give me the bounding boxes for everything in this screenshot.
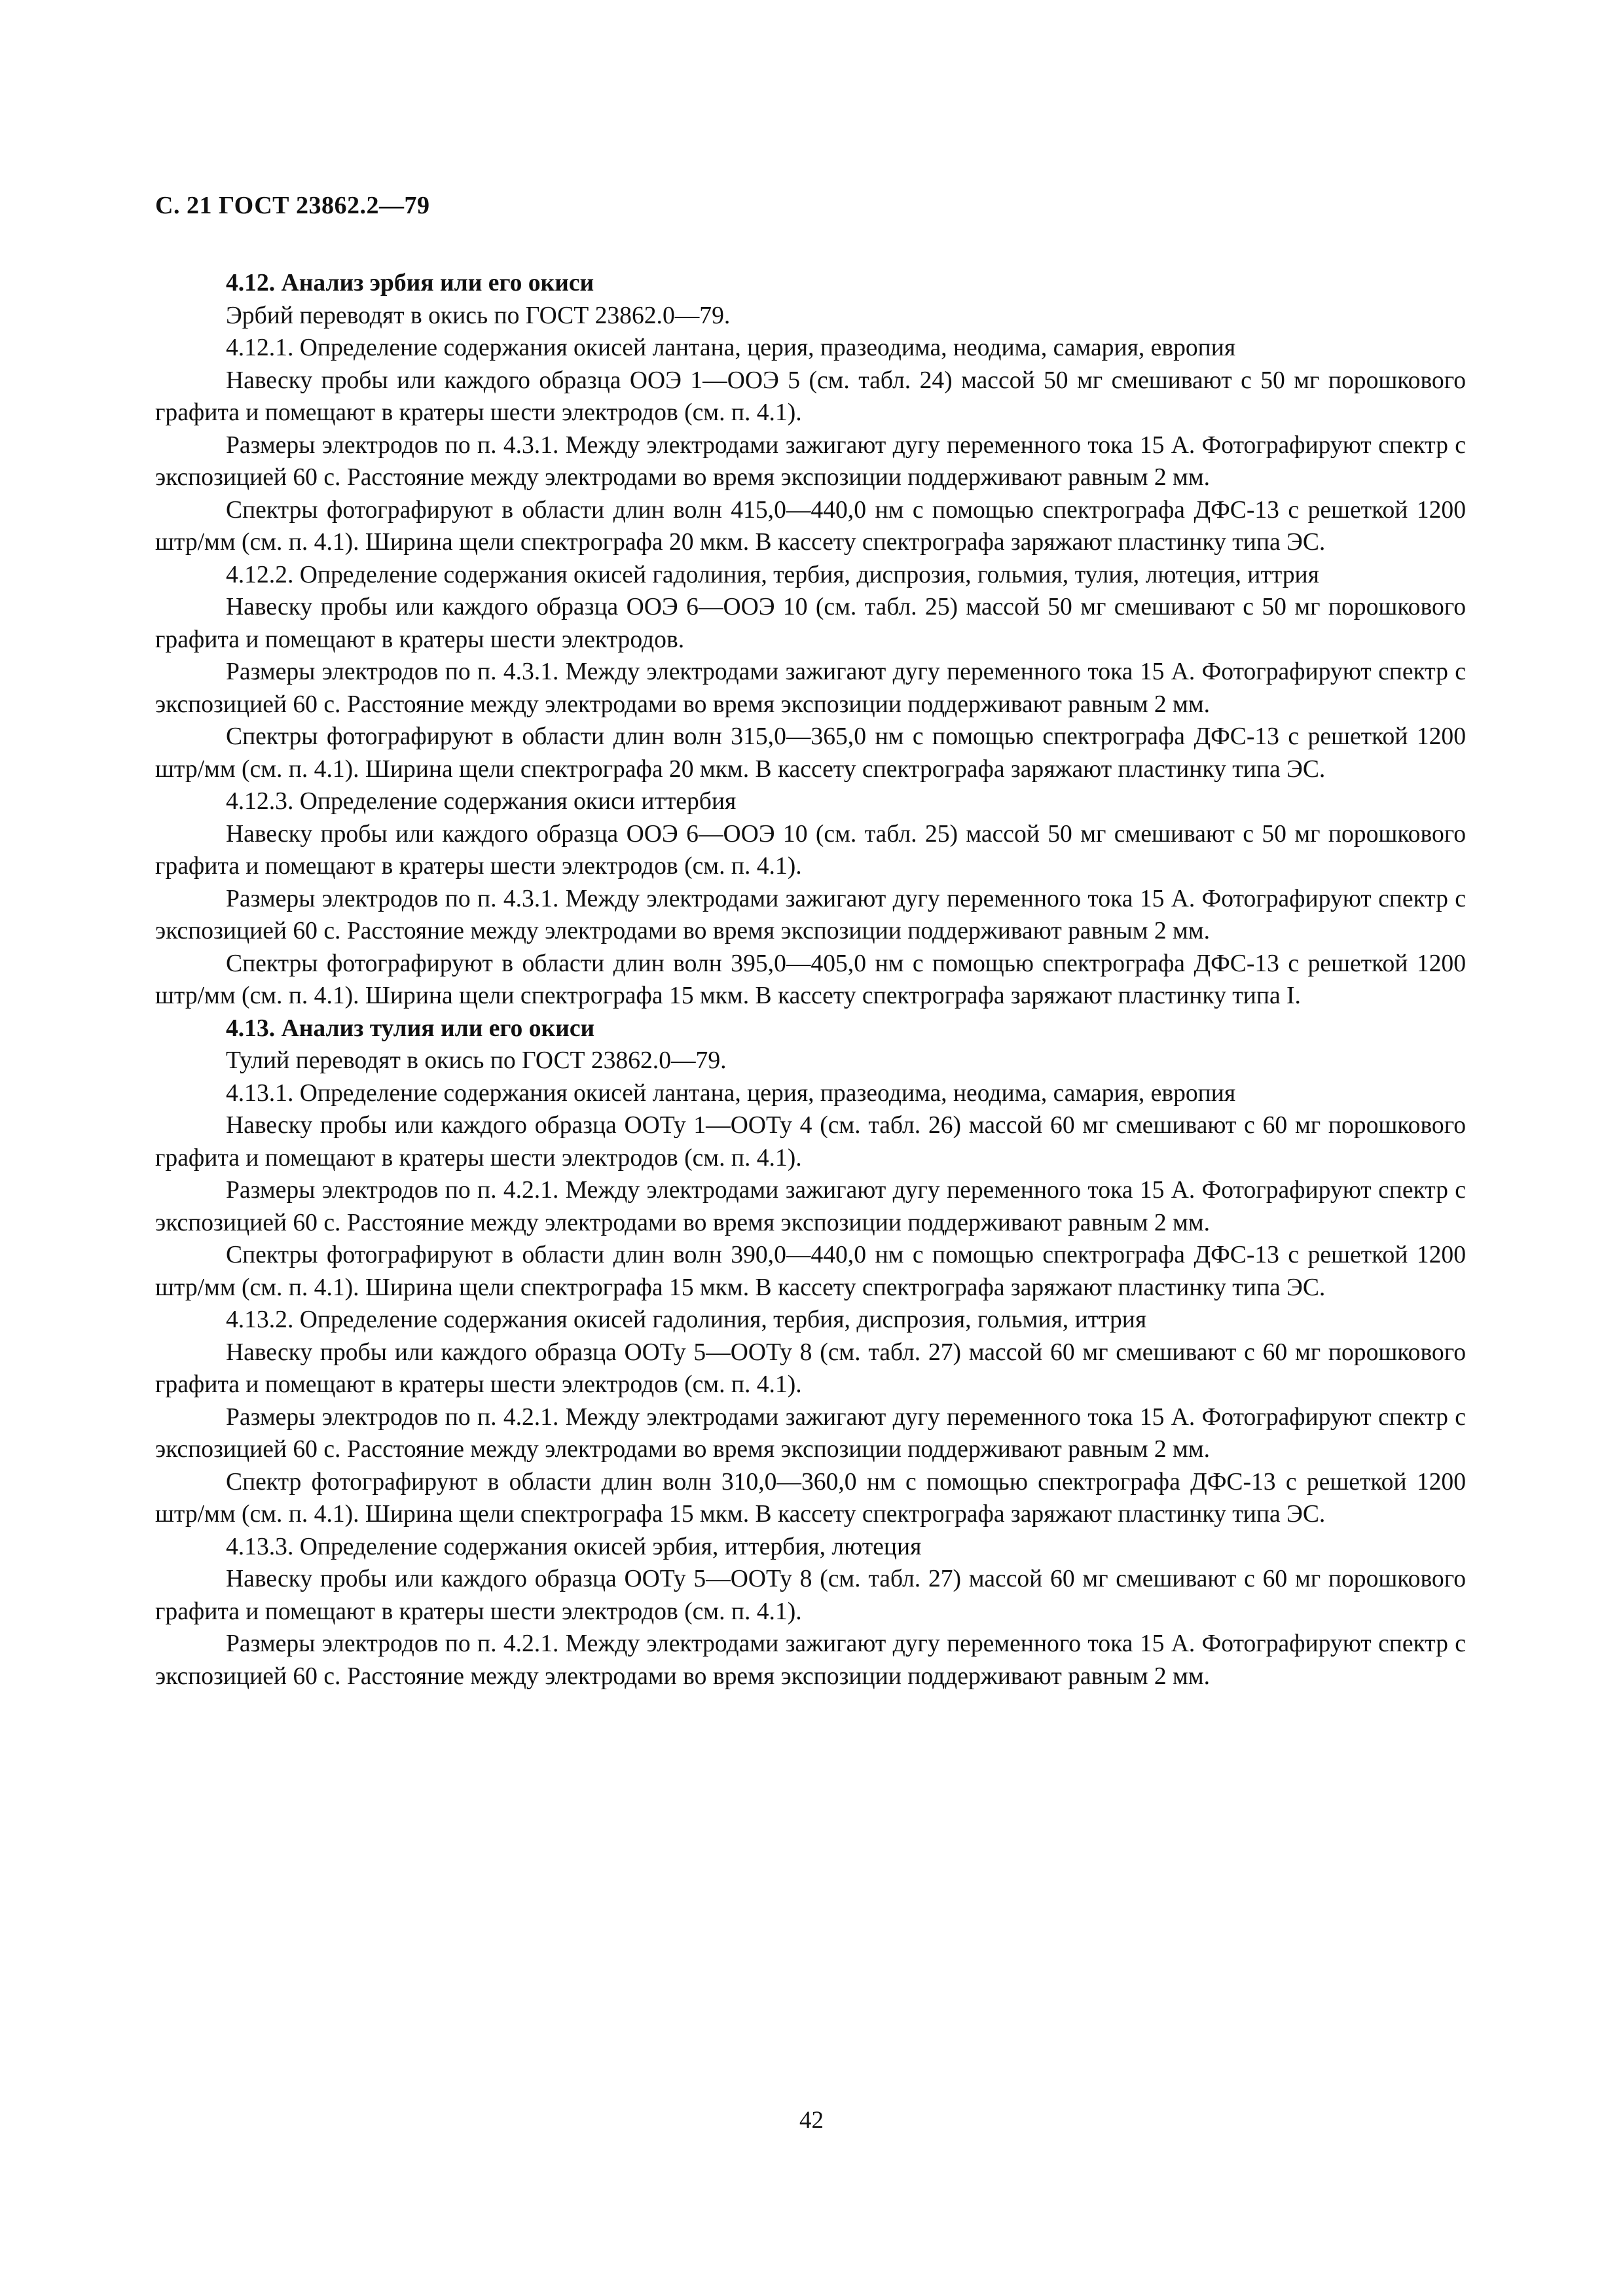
subsection-heading: 4.12.2. Определение содержания окисей гадолиния, тербия, диспрозия, гольмия, тулия, лютеция, иттрия	[226, 561, 1319, 588]
paragraph: Размеры электродов по п. 4.3.1. Между электродами зажигают дугу переменного тока 15 А. Фотографируют спектр с экспозицией 60 с. Расстояние между электродами во время экспозиции поддерживают равным 2 мм.	[155, 658, 1466, 718]
paragraph: Размеры электродов по п. 4.2.1. Между электродами зажигают дугу переменного тока 15 А. Фотографируют спектр с экспозицией 60 с. Расстояние между электродами во время экспозиции поддерживают равным 2 мм.	[155, 1403, 1466, 1463]
paragraph: Эрбий переводят в окись по ГОСТ 23862.0—79.	[226, 302, 731, 329]
paragraph: Спектры фотографируют в области длин волн 315,0—365,0 нм с помощью спектрографа ДФС-13 с решеткой 1200 штр/мм (см. п. 4.1). Ширина щели спектрографа 20 мкм. В кассету спектрографа заряжают пластинку типа ЭС.	[155, 723, 1466, 783]
paragraph: Размеры электродов по п. 4.2.1. Между электродами зажигают дугу переменного тока 15 А. Фотографируют спектр с экспозицией 60 с. Расстояние между электродами во время экспозиции поддерживают равным 2 мм.	[155, 1177, 1466, 1236]
paragraph: Навеску пробы или каждого образца ООЭ 6—ООЭ 10 (см. табл. 25) массой 50 мг смешивают с 50 мг порошкового графита и помещают в кратеры шести электродов.	[155, 594, 1466, 653]
paragraph: Навеску пробы или каждого образца ООТу 5—ООТу 8 (см. табл. 27) массой 60 мг смешивают с 60 мг порошкового графита и помещают в кратеры шести электродов (см. п. 4.1).	[155, 1338, 1466, 1398]
paragraph: Спектр фотографируют в области длин волн 310,0—360,0 нм с помощью спектрографа ДФС-13 с решеткой 1200 штр/мм (см. п. 4.1). Ширина щели спектрографа 15 мкм. В кассету спектрографа заряжают пластинку типа ЭС.	[155, 1468, 1466, 1528]
subsection-heading: 4.13.1. Определение содержания окисей лантана, церия, празеодима, неодима, самария, европия	[226, 1079, 1236, 1107]
paragraph: Тулий переводят в окись по ГОСТ 23862.0—79.	[226, 1047, 727, 1074]
paragraph: Навеску пробы или каждого образца ООТу 5—ООТу 8 (см. табл. 27) массой 60 мг смешивают с 60 мг порошкового графита и помещают в кратеры шести электродов (см. п. 4.1).	[155, 1566, 1466, 1625]
subsection-heading: 4.12.1. Определение содержания окисей лантана, церия, празеодима, неодима, самария, европия	[226, 334, 1236, 361]
body-text	[155, 267, 1466, 1693]
paragraph: Навеску пробы или каждого образца ООЭ 1—ООЭ 5 (см. табл. 24) массой 50 мг смешивают с 50 мг порошкового графита и помещают в кратеры шести электродов (см. п. 4.1).	[155, 367, 1466, 426]
paragraph: Размеры электродов по п. 4.2.1. Между электродами зажигают дугу переменного тока 15 А. Фотографируют спектр с экспозицией 60 с. Расстояние между электродами во время экспозиции поддерживают равным 2 мм.	[155, 1630, 1466, 1690]
section-heading: 4.13. Анализ тулия или его окиси	[226, 1014, 595, 1042]
paragraph: Спектры фотографируют в области длин волн 395,0—405,0 нм с помощью спектрографа ДФС-13 с решеткой 1200 штр/мм (см. п. 4.1). Ширина щели спектрографа 15 мкм. В кассету спектрографа заряжают пластинку типа I.	[155, 950, 1466, 1009]
paragraph: Спектры фотографируют в области длин волн 390,0—440,0 нм с помощью спектрографа ДФС-13 с решеткой 1200 штр/мм (см. п. 4.1). Ширина щели спектрографа 15 мкм. В кассету спектрографа заряжают пластинку типа ЭС.	[155, 1242, 1466, 1301]
paragraph: Размеры электродов по п. 4.3.1. Между электродами зажигают дугу переменного тока 15 А. Фотографируют спектр с экспозицией 60 с. Расстояние между электродами во время экспозиции поддерживают равным 2 мм.	[155, 885, 1466, 944]
paragraph: Навеску пробы или каждого образца ООТу 1—ООТу 4 (см. табл. 26) массой 60 мг смешивают с 60 мг порошкового графита и помещают в кратеры шести электродов (см. п. 4.1).	[155, 1112, 1466, 1172]
section-heading: 4.12. Анализ эрбия или его окиси	[226, 270, 594, 296]
paragraph: Размеры электродов по п. 4.3.1. Между электродами зажигают дугу переменного тока 15 А. Фотографируют спектр с экспозицией 60 с. Расстояние между электродами во время экспозиции поддерживают равным 2 мм.	[155, 431, 1466, 491]
paragraph: Спектры фотографируют в области длин волн 415,0—440,0 нм с помощью спектрографа ДФС-13 с решеткой 1200 штр/мм (см. п. 4.1). Ширина щели спектрографа 20 мкм. В кассету спектрографа заряжают пластинку типа ЭС.	[155, 496, 1466, 556]
subsection-heading: 4.12.3. Определение содержания окиси иттербия	[226, 788, 737, 815]
page-number: 42	[799, 2107, 824, 2134]
paragraph: Навеску пробы или каждого образца ООЭ 6—ООЭ 10 (см. табл. 25) массой 50 мг смешивают с 50 мг порошкового графита и помещают в кратеры шести электродов (см. п. 4.1).	[155, 820, 1466, 880]
running-header: С. 21 ГОСТ 23862.2—79	[155, 192, 430, 219]
subsection-heading: 4.13.3. Определение содержания окисей эрбия, иттербия, лютеция	[226, 1533, 922, 1560]
subsection-heading: 4.13.2. Определение содержания окисей гадолиния, тербия, диспрозия, гольмия, иттрия	[226, 1306, 1147, 1333]
